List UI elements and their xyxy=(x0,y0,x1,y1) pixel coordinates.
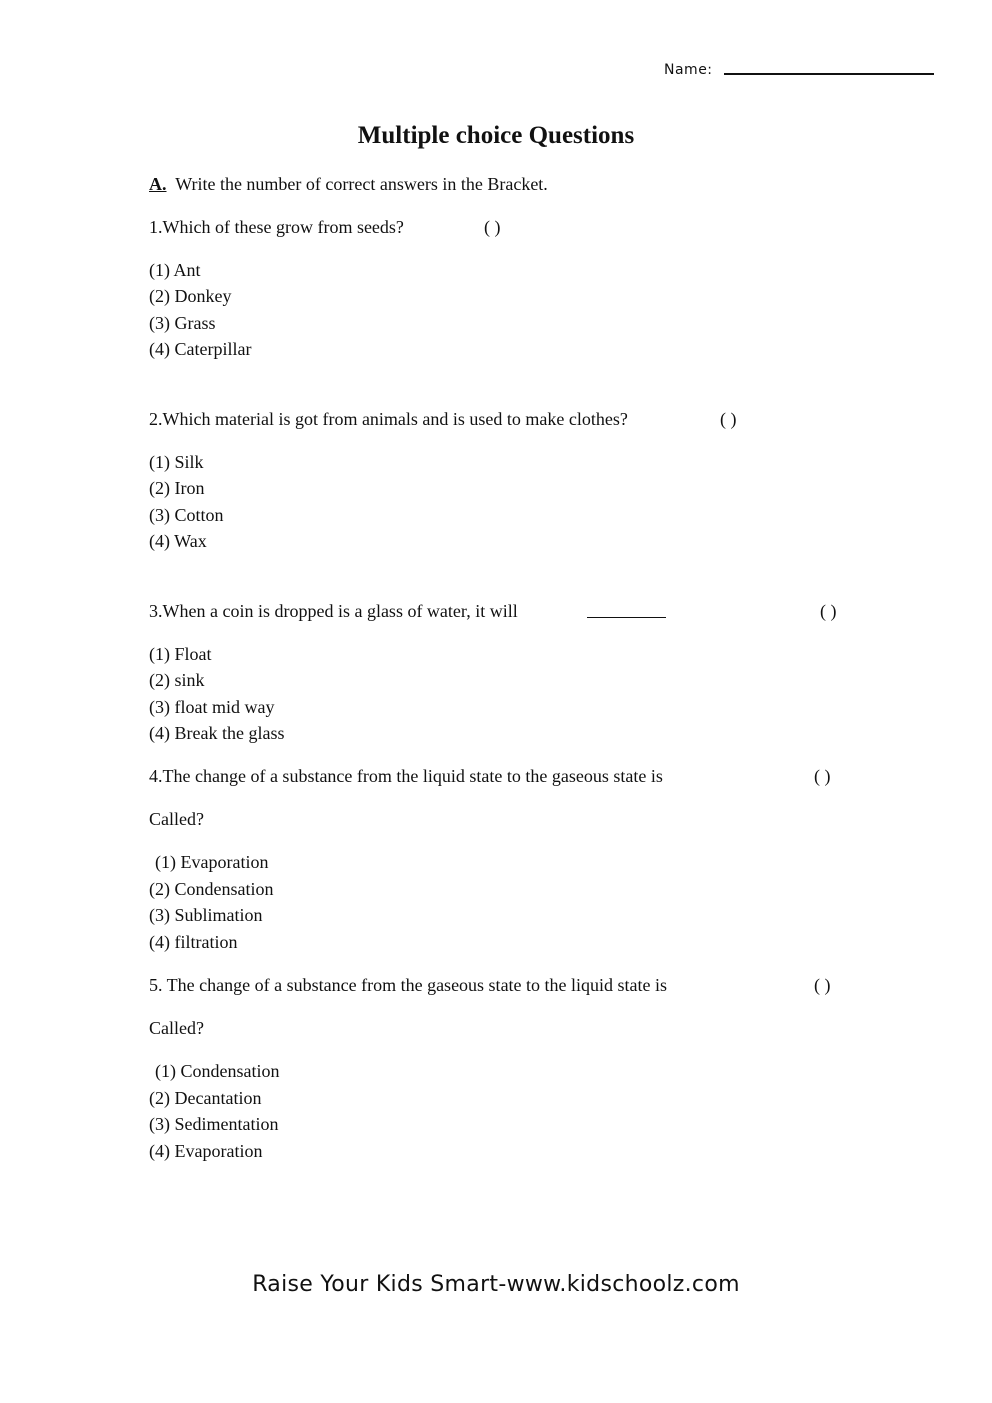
question-1-option-4: (4) Caterpillar xyxy=(149,339,252,359)
question-4-answer-bracket[interactable]: ( ) xyxy=(814,766,831,786)
question-5-answer-bracket[interactable]: ( ) xyxy=(814,975,831,995)
question-4-text: 4.The change of a substance from the liquid state to the gaseous state is xyxy=(149,766,663,786)
name-label: Name: xyxy=(664,62,713,78)
question-1-answer-bracket[interactable]: ( ) xyxy=(484,217,501,237)
question-5-option-3: (3) Sedimentation xyxy=(149,1114,279,1134)
question-1-option-2: (2) Donkey xyxy=(149,286,232,306)
question-4-option-2: (2) Condensation xyxy=(149,879,274,899)
question-1-option-1: (1) Ant xyxy=(149,260,201,280)
question-4-option-4: (4) filtration xyxy=(149,932,238,952)
page-title: Multiple choice Questions xyxy=(357,122,635,149)
question-2-answer-bracket[interactable]: ( ) xyxy=(720,409,737,429)
question-1-option-3: (3) Grass xyxy=(149,313,216,333)
question-3-option-1: (1) Float xyxy=(149,644,212,664)
question-3-text: 3.When a coin is dropped is a glass of water, it will xyxy=(149,601,518,621)
question-2-option-2: (2) Iron xyxy=(149,478,205,498)
question-4-option-1: (1) Evaporation xyxy=(155,852,269,872)
question-5-option-4: (4) Evaporation xyxy=(149,1141,263,1161)
question-2-option-3: (3) Cotton xyxy=(149,505,224,525)
question-5-option-2: (2) Decantation xyxy=(149,1088,262,1108)
question-2-option-1: (1) Silk xyxy=(149,452,204,472)
section-instruction xyxy=(149,173,548,195)
question-4-option-3: (3) Sublimation xyxy=(149,905,263,925)
question-3-option-2: (2) sink xyxy=(149,670,205,690)
question-2-text: 2.Which material is got from animals and is used to make clothes? xyxy=(149,409,628,429)
instruction-text: Write the number of correct answers in the Bracket. xyxy=(175,174,548,194)
question-2-option-4: (4) Wax xyxy=(149,531,207,551)
question-5-text: 5. The change of a substance from the gaseous state to the liquid state is xyxy=(149,975,668,995)
footer-website-text: Raise Your Kids Smart-www.kidschoolz.com xyxy=(252,1272,740,1297)
question-3-fill-blank[interactable] xyxy=(587,617,666,618)
question-5-continuation: Called? xyxy=(149,1018,204,1038)
question-1-text: 1.Which of these grow from seeds? xyxy=(149,217,404,237)
name-blank-line[interactable] xyxy=(724,73,934,75)
question-3-answer-bracket[interactable]: ( ) xyxy=(820,601,837,621)
question-4-continuation: Called? xyxy=(149,809,204,829)
section-letter: A. xyxy=(149,174,167,194)
question-5-option-1: (1) Condensation xyxy=(155,1061,280,1081)
question-3-option-4: (4) Break the glass xyxy=(149,723,285,743)
question-3-option-3: (3) float mid way xyxy=(149,697,275,717)
